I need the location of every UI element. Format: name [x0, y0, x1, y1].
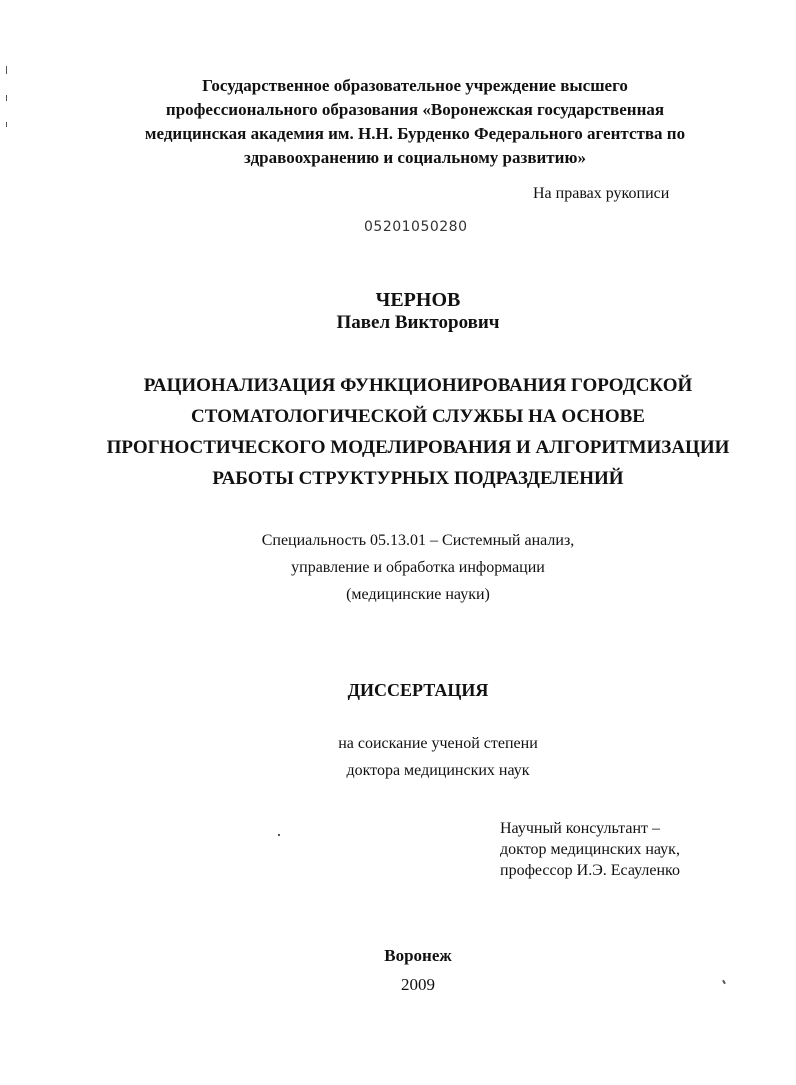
title-line-4: РАБОТЫ СТРУКТУРНЫХ ПОДРАЗДЕЛЕНИЙ	[212, 468, 624, 489]
degree	[40, 730, 796, 784]
author-surname: ЧЕРНОВ	[375, 289, 461, 311]
year: 2009	[401, 975, 435, 994]
title-line-1: РАЦИОНАЛИЗАЦИЯ ФУНКЦИОНИРОВАНИЯ ГОРОДСКОЙ	[143, 375, 693, 396]
title-line-3: ПРОГНОСТИЧЕСКОГО МОДЕЛИРОВАНИЯ И АЛГОРИТМИЗАЦИИ	[106, 437, 730, 458]
specialty-line-1: Специальность 05.13.01 – Системный анализ,	[261, 532, 575, 549]
registration-code: 05201050280	[364, 219, 468, 235]
document-type: ДИССЕРТАЦИЯ	[347, 680, 489, 700]
institution-line-3: медицинская академия им. Н.Н. Бурденко Федерального агентства по	[144, 124, 686, 143]
institution-line-2: профессионального образования «Воронежская государственная	[165, 100, 665, 119]
degree-line-1: на соискание ученой степени	[338, 735, 538, 752]
scan-speck	[278, 834, 280, 836]
institution-line-4: здравоохранению и социальному развитию»	[244, 148, 586, 167]
specialty-line-2: управление и обработка информации	[291, 559, 545, 576]
title-line-2: СТОМАТОЛОГИЧЕСКОЙ СЛУЖБЫ НА ОСНОВЕ	[191, 406, 645, 427]
consultant-line-1: Научный консультант –	[500, 820, 660, 837]
scan-speck	[6, 122, 7, 127]
consultant-line-3: профессор И.Э. Есауленко	[500, 862, 681, 879]
institution-header	[40, 74, 790, 170]
specialty-line-3: (медицинские науки)	[346, 586, 490, 603]
consultant-line-2: доктор медицинских наук,	[500, 841, 680, 858]
institution-line-1: Государственное образовательное учреждение высшего	[202, 76, 628, 95]
manuscript-note: На правах рукописи	[533, 185, 670, 202]
scan-speck	[6, 66, 7, 74]
specialty	[20, 527, 796, 608]
scan-speck	[6, 95, 7, 101]
scientific-consultant	[500, 818, 680, 881]
dissertation-title	[20, 370, 796, 494]
author-name: Павел Викторович	[336, 312, 500, 333]
degree-line-2: доктора медицинских наук	[346, 762, 530, 779]
city: Воронеж	[384, 946, 452, 965]
